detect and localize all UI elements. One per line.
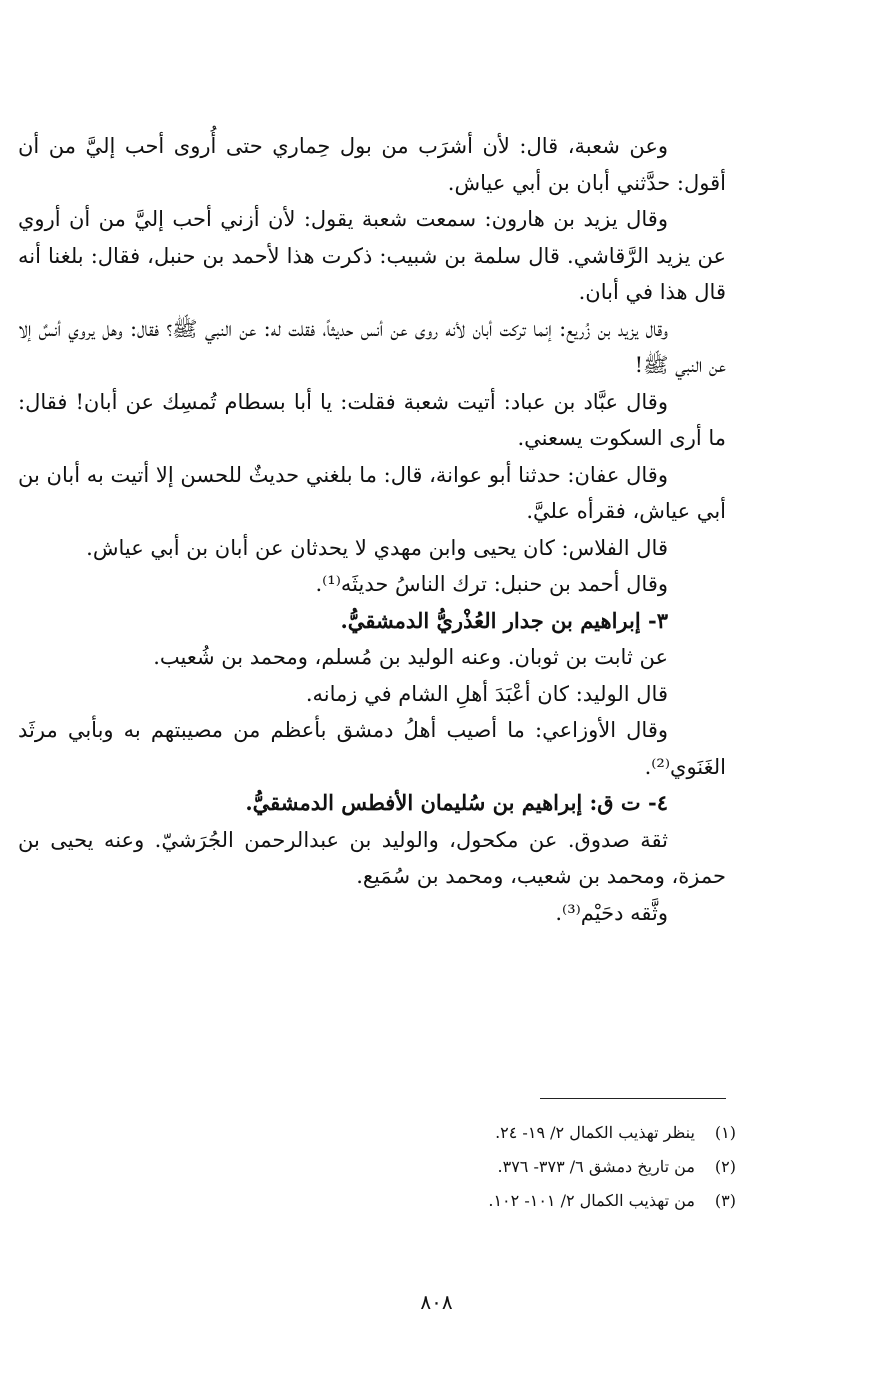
- footnote-item: [300, 1184, 736, 1218]
- paragraph-walid: قال الوليد: كان أعْبَدَ أهلِ الشام في زمانه.: [305, 681, 668, 706]
- footnotes: [300, 1116, 736, 1218]
- paragraph-yazid-harun: وقال يزيد بن هارون: سمعت شعبة يقول: لأن أزني أحب إليَّ من أن أروي عن يزيد الرَّقاشي. قال سلمة بن شبيب: ذكرت هذا لأحمد بن حنبل، فقال: بلغنا أنه قال هذا في أبان.: [18, 207, 726, 304]
- entry-heading-3: ٣- إبراهيم بن جدار العُذْريُّ الدمشقيُّ.: [340, 607, 668, 633]
- paragraph-entry3-narrators: عن ثابت بن ثوبان. وعنه الوليد بن مُسلم، ومحمد بن شُعيب.: [153, 645, 668, 669]
- paragraph-awzai: وقال الأوزاعي: ما أصيب أهلُ دمشق بأعظم من مصيبتهم به وبأبي مرثَد الغَنَوي⁽²⁾.: [18, 718, 726, 779]
- footnote-item: [300, 1150, 736, 1184]
- footnote-text: من تاريخ دمشق ٦/ ٣٧٣- ٣٧٦.: [497, 1157, 695, 1176]
- paragraph-yazid-zuray: وقال يزيد بن زُريع: إنما تركت أبان لأنه روى عن أنس حديثاً، فقلت له: عن النبي ﷺ؟ فقال: وهل يروي أنسٌ إلا عن النبي ﷺ!: [18, 316, 726, 377]
- paragraph-affan: وقال عفان: حدثنا أبو عوانة، قال: ما بلغني حديثٌ للحسن إلا أتيت به أبان بن أبي عياش، فقرأه عليَّ.: [18, 462, 726, 523]
- paragraph-abbad: وقال عبَّاد بن عباد: أتيت شعبة فقلت: يا أبا بسطام تُمسِك عن أبان! فقال: ما أرى السكوت يسعني.: [18, 389, 726, 450]
- footnote-text: من تهذيب الكمال ٢/ ١٠١- ١٠٢.: [488, 1191, 695, 1210]
- paragraph-duhaym: وثَّقه دحَيْم⁽³⁾.: [555, 900, 668, 925]
- paragraph-shuba-quote: وعن شعبة، قال: لأن أشرَب من بول حِماري حتى أُروى أحب إليَّ من أن أقول: حدَّثني أبان بن أبي عياش.: [18, 134, 726, 195]
- page-number: ٨٠٨: [420, 1290, 453, 1314]
- footnote-number: (٢): [714, 1157, 736, 1176]
- footnote-divider: [540, 1098, 726, 1099]
- footnote-number: (٣): [714, 1191, 736, 1210]
- paragraph-fallas: قال الفلاس: كان يحيى وابن مهدي لا يحدثان عن أبان بن أبي عياش.: [86, 535, 668, 560]
- entry-heading-4: ٤- ت ق: إبراهيم بن سُليمان الأفطس الدمشقيُّ.: [245, 790, 668, 815]
- footnote-text: ينظر تهذيب الكمال ٢/ ١٩- ٢٤.: [495, 1123, 695, 1142]
- paragraph-entry4-narrators: ثقة صدوق. عن مكحول، والوليد بن عبدالرحمن الجُرَشيّ. وعنه يحيى بن حمزة، ومحمد بن شعيب، ومحمد بن سُمَيع.: [18, 827, 726, 888]
- footnote-number: (١): [714, 1123, 736, 1142]
- main-text: [18, 128, 726, 931]
- paragraph-ahmad: وقال أحمد بن حنبل: ترك الناسُ حديثَه⁽¹⁾.: [315, 572, 668, 596]
- footnote-item: [300, 1116, 736, 1150]
